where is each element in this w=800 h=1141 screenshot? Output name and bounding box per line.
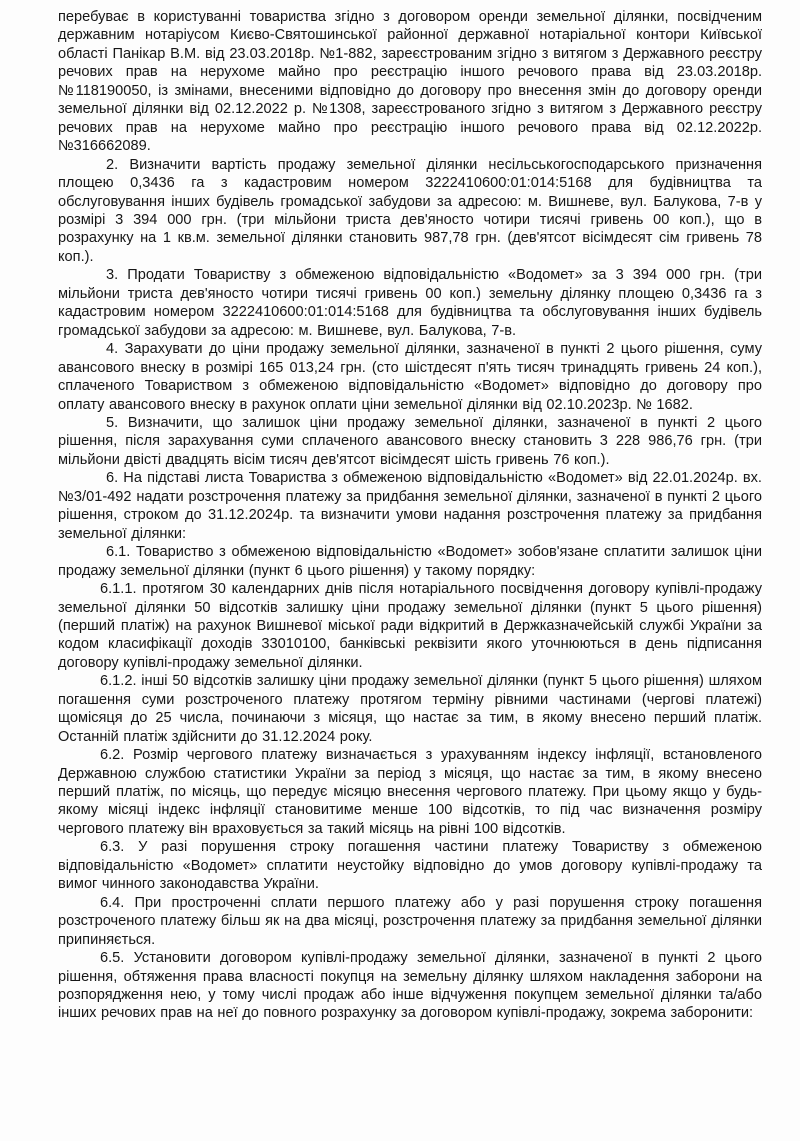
paragraph-item-6-1: 6.1. Товариство з обмеженою відповідальністю «Водомет» зобов'язане сплатити залишок ціни продажу земельної ділянки (пункт 6 цього рішення) у такому порядку:: [58, 544, 762, 579]
paragraph-item-2: 2. Визначити вартість продажу земельної ділянки несільськогосподарського призначення площею 0,3436 га з кадастровим номером 3222410600:01:014:5168 для будівництва та обслуговування інших будівель громадської забудови за адресою: м. Вишневе, вул. Балукова, 7-в у розмірі 3 394 000 грн. (три мільйони триста дев'яносто чотири тисячі гривень 00 коп.), що в розрахунку на 1 кв.м. земельної ділянки становить 987,78 грн. (дев'ятсот вісімдесят сім гривень 78 коп.).: [58, 156, 762, 265]
paragraph-item-6-5: 6.5. Установити договором купівлі-продажу земельної ділянки, зазначеної в пункті 2 цього рішення, обтяження права власності покупця на земельну ділянку шляхом накладення заборони на розпорядження нею, у тому числі продаж або інше відчуження покупцем земельної ділянки та/або інших речових прав на неї до повного розрахунку за договором купівлі-продажу, зокрема заборонити:: [58, 950, 762, 1022]
paragraph-item-6-3: 6.3. У разі порушення строку погашення частини платежу Товариству з обмеженою відповідальністю «Водомет» сплатити неустойку відповідно до умов договору купівлі-продажу та вимог чинного законодавства України.: [58, 839, 762, 893]
paragraph-item-6-1-2: 6.1.2. інші 50 відсотків залишку ціни продажу земельної ділянки (пункт 5 цього рішення) шляхом погашення суми розстроченого платежу протягом терміну рівними частинами (чергові платежі) щомісяця до 25 числа, починаючи з місяця, що настає за тим, в якому внесено перший платіж. Останній платіж здійснити до 31.12.2024 року.: [58, 673, 762, 745]
paragraph-continuation: перебуває в користуванні товариства згідно з договором оренди земельної ділянки, посвідченим державним нотаріусом Києво-Святошинської районної державної нотаріальної контори Київської області Панікар В.М. від 23.03.2018р. №1-882, зареєстрованим згідно з витягом з Державного реєстру речових прав на нерухоме майно про реєстрацію іншого речового права від 23.03.2018р. №118190050, із змінами, внесеними відповідно до договору про внесення змін до договору оренди земельної ділянки від 02.12.2022 р. №1308, зареєстрованого згідно з витягом з Державного реєстру речових прав на нерухоме майно про реєстрацію іншого речового права від 02.12.2022р. №316662089.: [58, 9, 762, 155]
paragraph-item-6-2: 6.2. Розмір чергового платежу визначається з урахуванням індексу інфляції, встановленого Державною службою статистики України за період з місяця, що настає за тим, в якому внесено перший платіж, по місяць, що передує місяцю внесення чергового платежу. При цьому якщо у будь-якому місяці індекс інфляції становитиме менше 100 відсотків, то під час визначення розміру чергового платежу він враховується за такий місяць на рівні 100 відсотків.: [58, 747, 762, 837]
paragraph-item-4: 4. Зарахувати до ціни продажу земельної ділянки, зазначеної в пункті 2 цього рішення, суму авансового внеску в розмірі 165 013,24 грн. (сто шістдесят п'ять тисяч тринадцять гривень 24 коп.), сплаченого Товариством з обмеженою відповідальністю «Водомет» відповідно до договору про оплату авансового внеску в рахунок оплати ціни земельної ділянки від 02.10.2023р. № 1682.: [58, 341, 762, 413]
paragraph-item-5: 5. Визначити, що залишок ціни продажу земельної ділянки, зазначеної в пункті 2 цього рішення, після зарахування суми сплаченого авансового внеску становить 3 228 986,76 грн. (три мільйони двісті двадцять вісім тисяч дев'ятсот вісімдесят шість гривень 76 коп.).: [58, 414, 762, 468]
paragraph-item-6: 6. На підставі листа Товариства з обмеженою відповідальністю «Водомет» від 22.01.2024р. вх.№3/01-492 надати розстрочення платежу за придбання земельної ділянки, зазначеної в пункті 2 цього рішення, строком до 31.12.2024р. та визначити умови надання розстрочення платежу за придбання земельної ділянки:: [58, 470, 762, 542]
paragraph-item-3: 3. Продати Товариству з обмеженою відповідальністю «Водомет» за 3 394 000 грн. (три мільйони триста дев'яносто чотири тисячі гривень 00 коп.) земельну ділянку площею 0,3436 га з кадастровим номером 3222410600:01:014:5168 для будівництва та обслуговування інших будівель громадської забудови за адресою: м. Вишневе, вул. Балукова, 7-в.: [58, 267, 762, 339]
paragraph-item-6-4: 6.4. При простроченні сплати першого платежу або у разі порушення строку погашення розстроченого платежу більш як на два місяці, розстрочення платежу за придбання земельної ділянки припиняється.: [58, 894, 762, 948]
paragraph-item-6-1-1: 6.1.1. протягом 30 календарних днів після нотаріального посвідчення договору купівлі-продажу земельної ділянки 50 відсотків залишку ціни продажу земельної ділянки (пункт 5 цього рішення) (перший платіж) на рахунок Вишневої міської ради відкритий в Держказначейській службі України за кодом класифікації доходів 33010100, банківські реквізити якого уточнюються в день підписання договору купівлі-продажу земельної ділянки.: [58, 581, 762, 671]
